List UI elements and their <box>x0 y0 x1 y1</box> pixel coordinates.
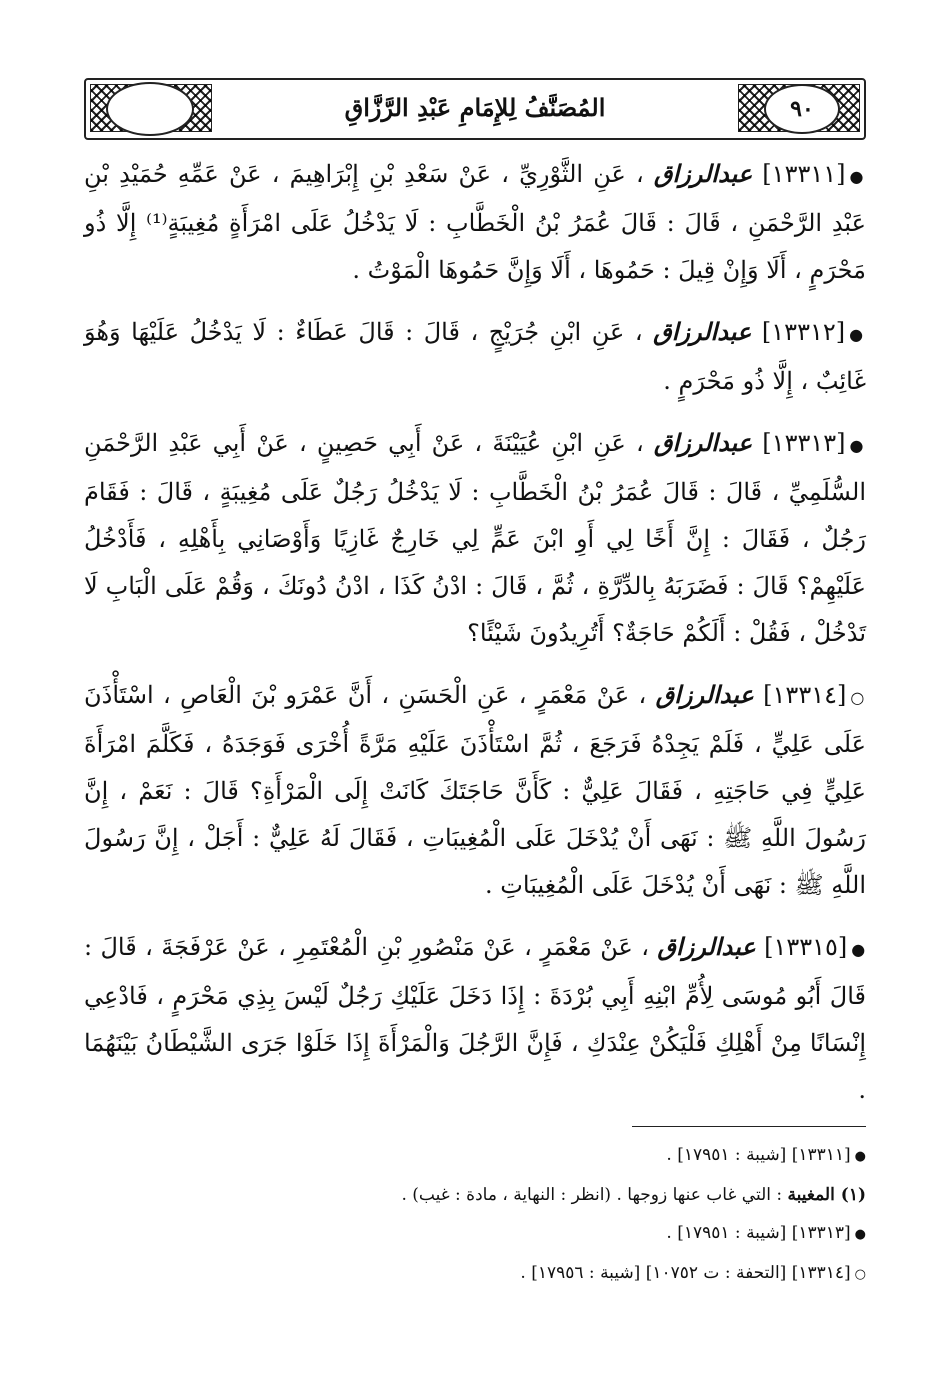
hadith-entry <box>84 923 866 1114</box>
hadith-narrator: عبدالرزاق <box>655 680 754 709</box>
hadith-number: [١٣٣١٥] <box>764 933 848 961</box>
footnotes <box>84 1140 866 1298</box>
hadith-narrator: عبدالرزاق <box>653 428 753 457</box>
bullet-filled-icon: ● <box>854 1149 866 1164</box>
publisher-seal <box>106 82 194 136</box>
hadith-entry <box>84 150 866 294</box>
hadith-narrator: عبدالرزاق <box>657 932 756 961</box>
bullet-filled-icon: ● <box>854 1227 866 1242</box>
hadith-text: ، عَنْ مَعْمَرٍ ، عَنِ الْحَسَنِ ، أَنَّ عَمْرَو بْنَ الْعَاصِ ، اسْتَأْذَنَ عَلَى عَلِيٍّ ، فَلَمْ يَجِدْهُ فَرَجَعَ ، ثُمَّ اسْتَأْذَنَ عَلَيْهِ مَرَّةً أُخْرَى فَوَجَدَهُ ، فَكَلَّمَ امْرَأَةَ عَلِيٍّ فِي حَاجَتِهِ ، فَقَالَ عَلِيٌّ : كَأَنَّ حَاجَتَكَ كَانَتْ إِلَى الْمَرْأَةِ؟ قَالَ : نَعَمْ ، إِنَّ رَسُولَ اللَّهِ ﷺ : نَهَى أَنْ يُدْخَلَ عَلَى الْمُغِيبَاتِ ، فَقَالَ لَهُ عَلِيٌّ : أَجَلْ ، إِنَّ رَسُولَ اللَّهِ ﷺ : نَهَى أَنْ يُدْخَلَ عَلَى الْمُغِيبَاتِ . <box>84 681 866 899</box>
footnote <box>84 1218 866 1250</box>
hadith-number: [١٣٣١٣] <box>762 429 846 457</box>
hadith-entry <box>84 308 866 405</box>
hadith-text: ، عَنِ ابْنِ جُرَيْجٍ ، قَالَ : قَالَ عَطَاءٌ : لَا يَدْخُلُ عَلَيْهَا وَهُوَ غَائِبٌ ، إِلَّا ذُو مَحْرَمٍ . <box>84 318 866 395</box>
footnote-text: [١٣٣١٣] [شيبة : ١٧٩٥١] . <box>666 1223 851 1243</box>
hadith-text: ، عَنِ الثَّوْرِيِّ ، عَنْ سَعْدِ بْنِ إِبْرَاهِيمَ ، عَنْ عَمِّهِ حُمَيْدِ بْنِ عَبْدِ الرَّحْمَنِ ، قَالَ : قَالَ عُمَرُ بْنُ الْخَطَّابِ : لَا يَدْخُلُ عَلَى امْرَأَةٍ مُغِيبَةٍ⁽¹⁾ إِلَّا ذُو مَحْرَمٍ ، أَلَا وَإِنْ قِيلَ : حَمُوهَا ، أَلَا وَإِنَّ حَمُوهَا الْمَوْتُ . <box>84 160 866 284</box>
hadith-number: [١٣٣١٤] <box>763 681 847 709</box>
hadith-text: ، عَنْ مَعْمَرٍ ، عَنْ مَنْصُورِ بْنِ الْمُعْتَمِرِ ، عَنْ عَرْفَجَةَ ، قَالَ : قَالَ أَبُو مُوسَى لِأُمِّ ابْنِهِ أَبِي بُرْدَةَ : إِذَا دَخَلَ عَلَيْكِ رَجُلٌ لَيْسَ بِذِي مَحْرَمٍ ، فَادْعِي إِنْسَانًا مِنْ أَهْلِكِ فَلْيَكُنْ عِنْدَكِ ، فَإِنَّ الرَّجُلَ وَالْمَرْأَةَ إِذَا خَلَوْا جَرَى الشَّيْطَانُ بَيْنَهُمَا . <box>84 933 866 1104</box>
page-header <box>84 78 866 140</box>
bullet-filled-icon: ● <box>849 167 866 186</box>
hadith-narrator: عبدالرزاق <box>653 159 753 188</box>
footnote <box>84 1258 866 1290</box>
bullet-hollow-icon: ○ <box>850 688 866 707</box>
main-text <box>84 150 866 1128</box>
hadith-narrator: عبدالرزاق <box>653 317 752 346</box>
footnote <box>84 1140 866 1172</box>
hadith-number: [١٣٣١١] <box>762 160 846 188</box>
page-number: ٩٠ <box>764 84 840 134</box>
bullet-filled-icon: ● <box>849 325 866 344</box>
footnote <box>84 1180 866 1210</box>
footnote-term: (١) المغيبة <box>787 1185 866 1205</box>
footnote-text: [١٣٣١٤] [التحفة : ت ١٠٧٥٢] [شيبة : ١٧٩٥٦] . <box>520 1263 851 1283</box>
hadith-number: [١٣٣١٢] <box>761 318 846 346</box>
hadith-entry <box>84 671 866 909</box>
footnote-text: [١٣٣١١] [شيبة : ١٧٩٥١] . <box>666 1145 851 1165</box>
hadith-entry <box>84 419 866 657</box>
bullet-hollow-icon: ○ <box>854 1267 866 1282</box>
footnote-text: : التي غاب عنها زوجها . (انظر : النهاية ، مادة : غيب) . <box>401 1185 783 1205</box>
book-title: المُصَنَّفُ لِلإِمَامِ عَبْدِ الرَّزَّاقِ <box>344 92 606 122</box>
bullet-filled-icon: ● <box>849 436 866 455</box>
footnote-separator <box>632 1126 866 1127</box>
hadith-text: ، عَنِ ابْنِ عُيَيْنَةَ ، عَنْ أَبِي حَصِينٍ ، عَنْ أَبِي عَبْدِ الرَّحْمَنِ السُّلَمِيِّ ، قَالَ : قَالَ عُمَرُ بْنُ الْخَطَّابِ : لَا يَدْخُلُ رَجُلٌ عَلَى مُغِيبَةٍ ، قَالَ : فَقَامَ رَجُلٌ ، فَقَالَ : إِنَّ أَخًا لِي أَوِ ابْنَ عَمٍّ لِي خَارِجٌ غَازِيًا وَأَوْصَانِي بِأَهْلِهِ ، فَأَدْخُلُ عَلَيْهِمْ؟ قَالَ : فَضَرَبَهُ بِالدِّرَّةِ ، ثُمَّ ، قَالَ : ادْنُ كَذَا ، ادْنُ دُونَكَ ، وَقُمْ عَلَى الْبَابِ لَا تَدْخُلْ ، فَقُلْ : أَلَكُمْ حَاجَةٌ؟ أَتُرِيدُونَ شَيْئًا؟ <box>84 429 866 647</box>
bullet-filled-icon: ● <box>851 940 867 959</box>
